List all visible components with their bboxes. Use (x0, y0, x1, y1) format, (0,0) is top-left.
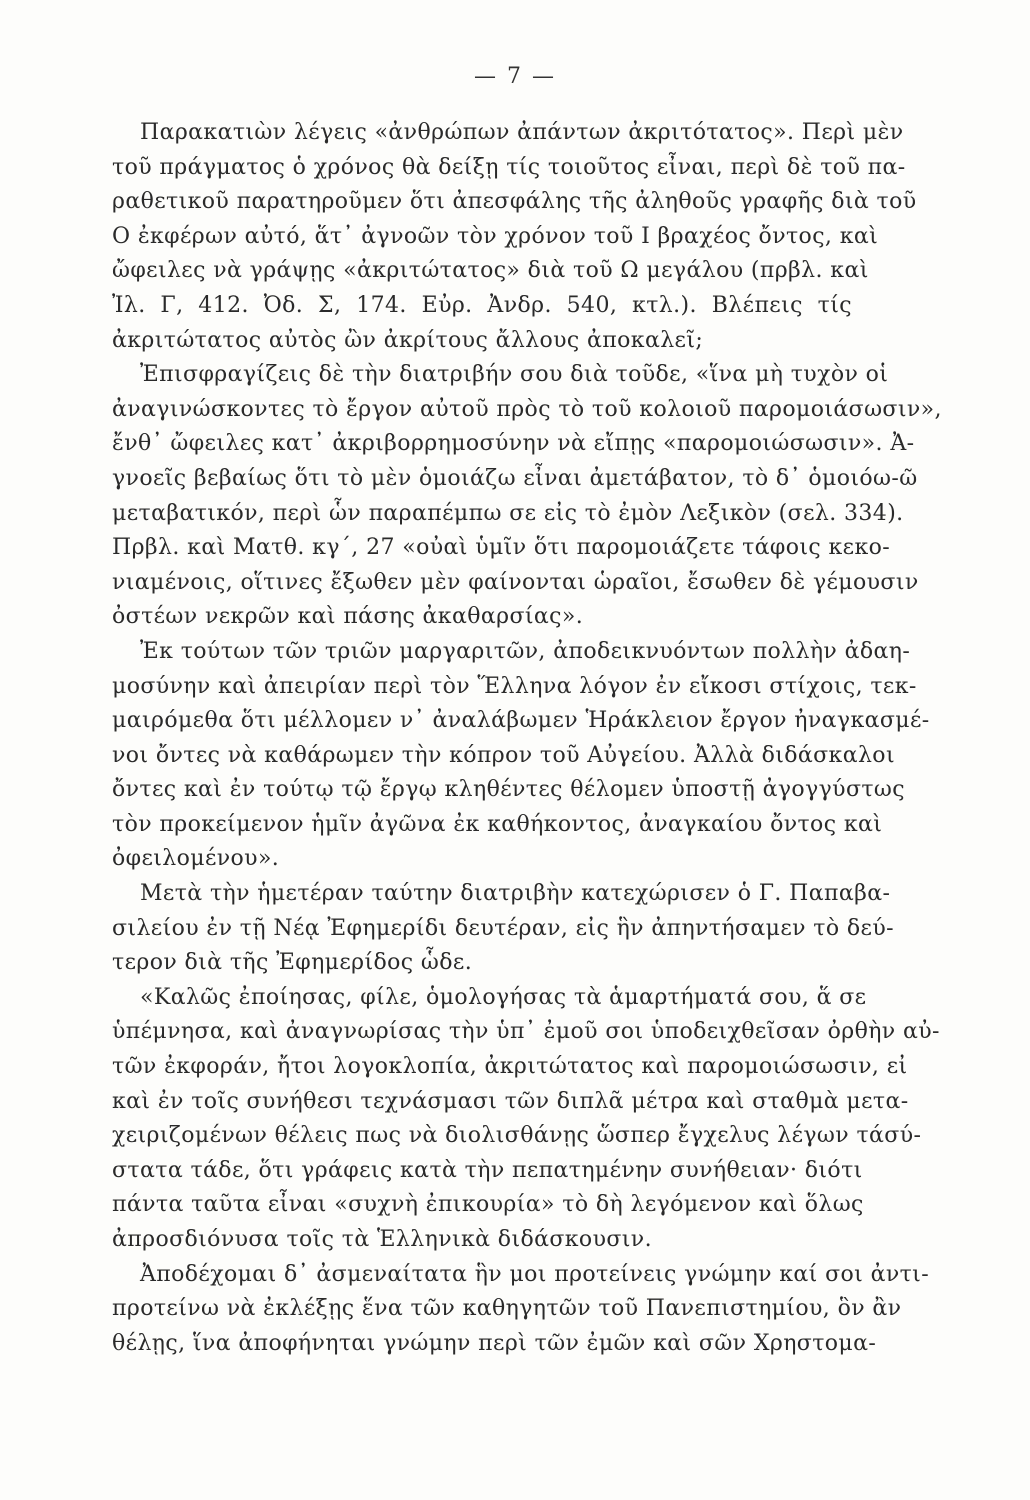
text-line: Ἐπισφραγίζεις δὲ τὴν διατριβήν σου διὰ τοῦδε, «ἵνα μὴ τυχὸν οἱ (140, 362, 889, 388)
text-line: Πρβλ. καὶ Ματθ. κγ΄, 27 «οὐαὶ ὑμῖν ὅτι παρομοιάζετε τάφοις κεκο- (112, 535, 891, 561)
text-line: τὸν προκείμενον ἡμῖν ἀγῶνα ἐκ καθήκοντος, ἀναγκαίου ὄντος καὶ (112, 811, 883, 837)
text-line: προτείνω νὰ ἐκλέξῃς ἕνα τῶν καθηγητῶν τοῦ Πανεπιστημίου, ὃν ἂν (112, 1296, 902, 1322)
text-line: στατα τάδε, ὅτι γράφεις κατὰ τὴν πεπατημένην συνήθειαν· διότι (112, 1157, 863, 1183)
text-line: ὤφειλες νὰ γράψῃς «ἀκριτώτατος» διὰ τοῦ Ω μεγάλου (πρβλ. καὶ (112, 258, 869, 284)
text-line: ὄντες καὶ ἐν τούτῳ τῷ ἔργῳ κληθέντες θέλομεν ὑποστῇ ἀγογγύστως (112, 777, 905, 803)
text-line: Μετὰ τὴν ἡμετέραν ταύτην διατριβὴν κατεχώρισεν ὁ Γ. Παπαβα- (140, 881, 891, 907)
text-line: τοῦ πράγματος ὁ χρόνος θὰ δείξῃ τίς τοιοῦτος εἶναι, περὶ δὲ τοῦ πα- (112, 154, 906, 180)
text-line: πάντα ταῦτα εἶναι «συχνὴ ἐπικουρία» τὸ δὴ λεγόμενον καὶ ὅλως (112, 1192, 864, 1218)
text-line: χειριζομένων θέλεις πως νὰ διολισθάνῃς ὥσπερ ἔγχελυς λέγων τάσύ- (112, 1123, 922, 1149)
text-line: σιλείου ἐν τῇ Νέᾳ Ἐφημερίδι δευτέραν, εἰς ἣν ἀπηντήσαμεν τὸ δεύ- (112, 915, 894, 941)
text-line: Ἐκ τούτων τῶν τριῶν μαργαριτῶν, ἀποδεικνυόντων πολλὴν ἀδαη- (140, 638, 911, 664)
text-line: ραθετικοῦ παρατηροῦμεν ὅτι ἀπεσφάλης τῆς ἀληθοῦς γραφῆς διὰ τοῦ (112, 189, 917, 215)
text-line: Παρακατιὼν λέγεις «ἀνθρώπων ἀπάντων ἀκριτότατος». Περὶ μὲν (140, 120, 904, 145)
text-line: Ἀποδέχομαι δ᾽ ἀσμεναίτατα ἣν μοι προτείνεις γνώμην καί σοι ἀντι- (140, 1261, 930, 1287)
text-line: θέλῃς, ἵνα ἀποφήνηται γνώμην περὶ τῶν ἐμῶν καὶ σῶν Χρηστομα- (112, 1330, 877, 1356)
text-line: μοσύνην καὶ ἀπειρίαν περὶ τὸν Ἕλληνα λόγον ἐν εἴκοσι στίχοις, τεκ- (112, 673, 917, 699)
text-line: ἔνθ᾽ ὤφειλες κατ᾽ ἀκριβορρημοσύνην νὰ εἴπῃς «παρομοιώσωσιν». Ἀ- (112, 431, 915, 457)
text-line: τερον διὰ τῆς Ἐφημερίδος ὧδε. (112, 950, 473, 976)
text-line: ἀκριτώτατος αὐτὸς ὢν ἀκρίτους ἄλλους ἀποκαλεῖ; (112, 327, 704, 353)
text-line: Ο ἐκφέρων αὐτό, ἅτ᾽ ἀγνοῶν τὸν χρόνον τοῦ Ι βραχέος ὄντος, καὶ (112, 223, 879, 249)
text-line: τῶν ἐκφοράν, ἤτοι λογοκλοπία, ἀκριτώτατος καὶ παρομοιώσωσιν, εἰ (112, 1054, 908, 1080)
body-text (112, 116, 942, 1361)
text-line: ἀπροσδιόνυσα τοῖς τὰ Ἑλληνικὰ διδάσκουσιν. (112, 1227, 652, 1252)
text-line: νοι ὄντες νὰ καθάρωμεν τὴν κόπρον τοῦ Αὐγείου. Ἀλλὰ διδάσκαλοι (112, 742, 895, 768)
text-line: ὀστέων νεκρῶν καὶ πάσης ἀκαθαρσίας». (112, 604, 584, 630)
text-line: ἀναγινώσκοντες τὸ ἔργον αὐτοῦ πρὸς τὸ τοῦ κολοιοῦ παρομοιάσωσιν», (112, 396, 942, 422)
text-line: μεταβατικόν, περὶ ὧν παραπέμπω σε εἰς τὸ ἐμὸν Λεξικὸν (σελ. 334). (112, 500, 904, 526)
text-line: «Καλῶς ἐποίησας, φίλε, ὁμολογήσας τὰ ἁμαρτήματά σου, ἅ σε (140, 984, 867, 1010)
text-line: γνοεῖς βεβαίως ὅτι τὸ μὲν ὁμοιάζω εἶναι ἀμετάβατον, τὸ δ᾽ ὁμοιόω-ῶ (112, 465, 918, 491)
text-line: καὶ ἐν τοῖς συνήθεσι τεχνάσμασι τῶν διπλᾶ μέτρα καὶ σταθμὰ μετα- (112, 1088, 909, 1114)
text-line: μαιρόμεθα ὅτι μέλλομεν ν᾽ ἀναλάβωμεν Ἡράκλειον ἔργον ἠναγκασμέ- (112, 708, 930, 734)
text-line: νιαμένοις, οἵτινες ἔξωθεν μὲν φαίνονται ὡραῖοι, ἔσωθεν δὲ γέμουσιν (112, 569, 919, 595)
text-line: Ἰλ. Γ, 412. Ὀδ. Σ, 174. Εὐρ. Ἀνδρ. 540, κτλ.). Βλέπεις τίς (112, 292, 852, 318)
page-number: — 7 — (474, 64, 556, 89)
text-line: ὑπέμνησα, καὶ ἀναγνωρίσας τὴν ὑπ᾽ ἐμοῦ σοι ὑποδειχθεῖσαν ὀρθὴν αὐ- (112, 1019, 940, 1045)
text-line: ὀφειλομένου». (112, 846, 280, 872)
